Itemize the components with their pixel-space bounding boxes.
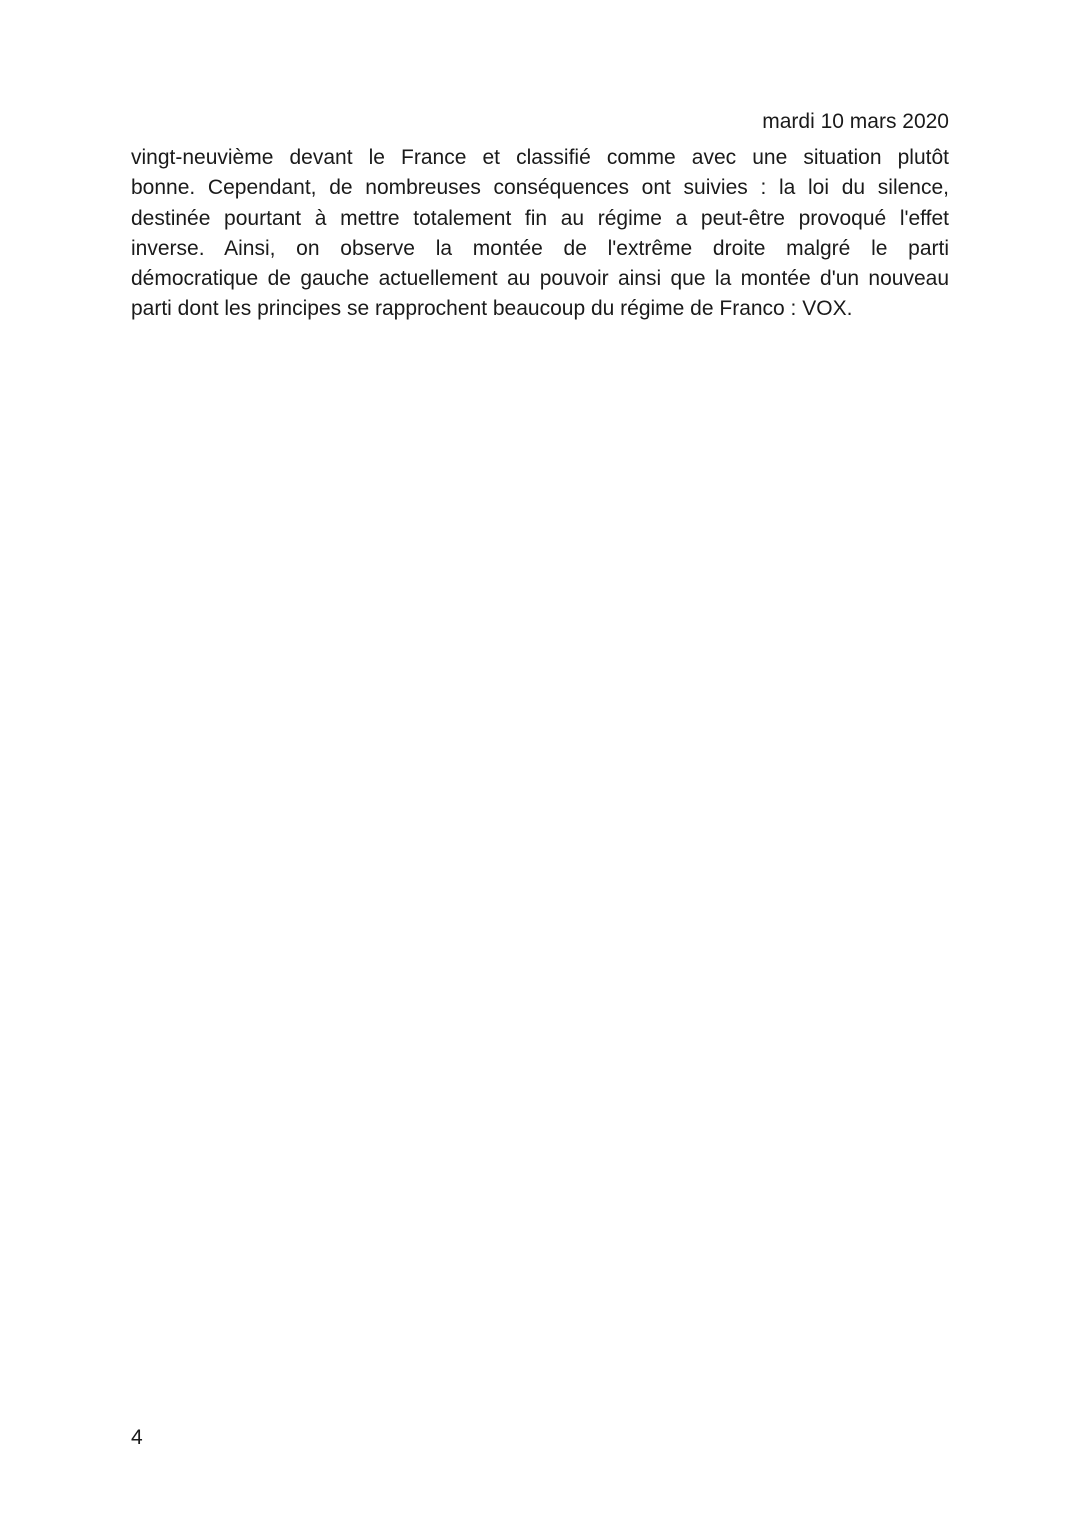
paragraph-line: démocratique de gauche actuellement au pouvoir ainsi que la montée d'un nouveau (131, 267, 949, 291)
page-number: 4 (131, 1426, 143, 1449)
paragraph-line: inverse. Ainsi, on observe la montée de l'extrême droite malgré le parti (131, 236, 949, 260)
header-date: mardi 10 mars 2020 (762, 110, 949, 133)
body-paragraph (131, 143, 949, 325)
paragraph-line: parti dont les principes se rapprochent beaucoup du régime de Franco : VOX. (131, 297, 853, 321)
paragraph-line: vingt-neuvième devant le France et classifié comme avec une situation plutôt (131, 146, 949, 169)
paragraph-line: destinée pourtant à mettre totalement fin au régime a peut-être provoqué l'effet (131, 206, 949, 230)
paragraph-line: bonne. Cependant, de nombreuses conséquences ont suivies : la loi du silence, (131, 176, 949, 200)
